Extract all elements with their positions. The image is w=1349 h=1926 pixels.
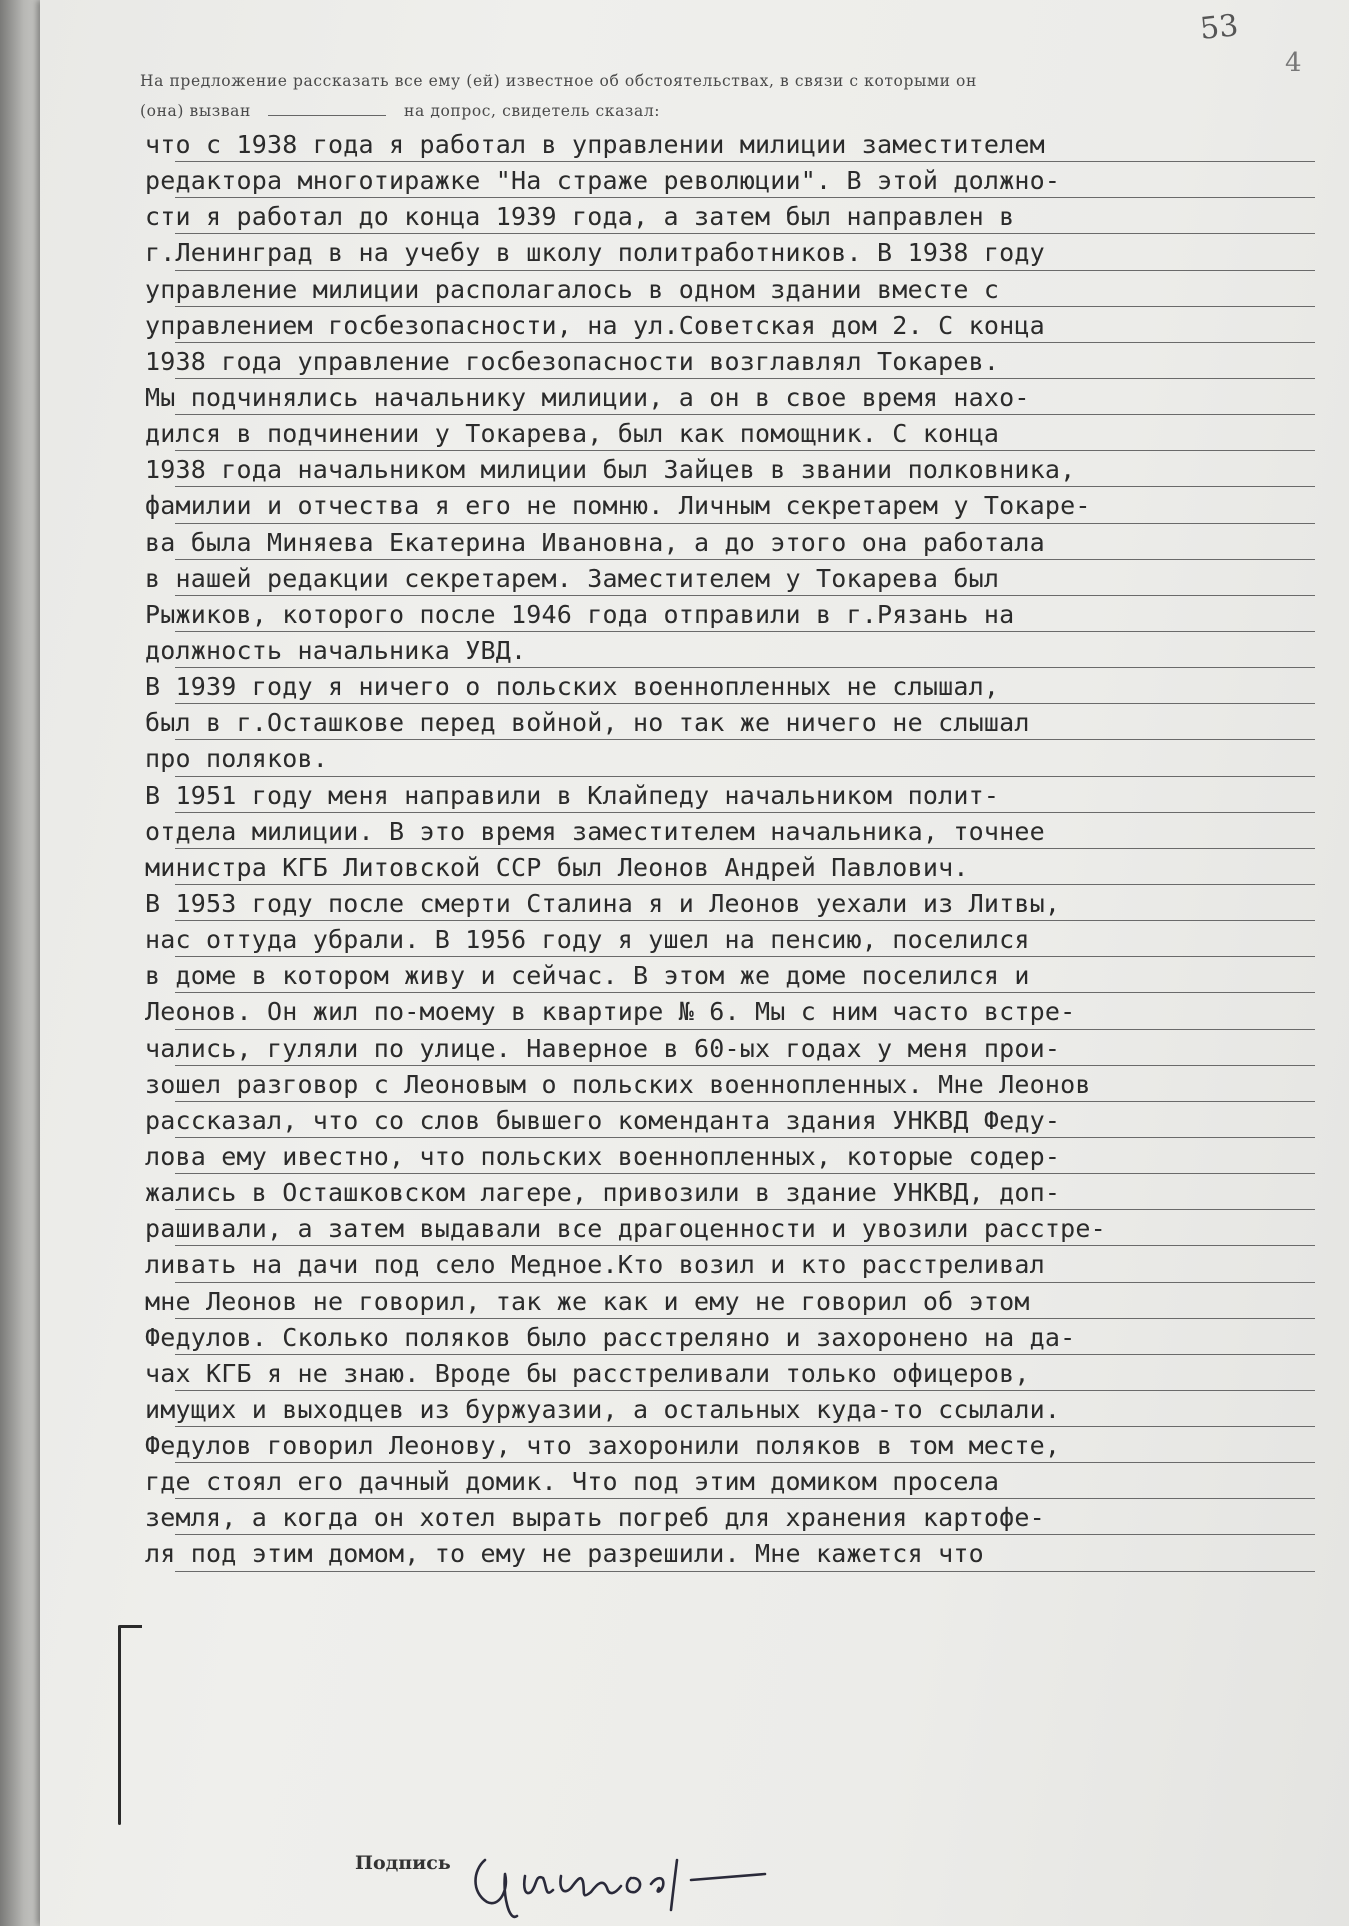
- text-line: должность начальника УВД.: [145, 633, 1325, 669]
- text-line: 1938 года начальником милиции был Зайцев в звании полковника,: [145, 452, 1325, 488]
- text-line: Леонов. Он жил по-моему в квартире № 6. Мы с ним часто встре-: [145, 994, 1325, 1030]
- text-line: лова ему ивестно, что польских военнопленных, которые содер-: [145, 1139, 1325, 1175]
- text-line: где стоял его дачный домик. Что под этим домиком просела: [145, 1464, 1325, 1500]
- text-line: В 1939 году я ничего о польских военнопленных не слышал,: [145, 669, 1325, 705]
- text-line: нас оттуда убрали. В 1956 году я ушел на пенсию, поселился: [145, 922, 1325, 958]
- text-line: Федулов говорил Леонову, что захоронили поляков в том месте,: [145, 1428, 1325, 1464]
- text-line: 1938 года управление госбезопасности возглавлял Токарев.: [145, 344, 1325, 380]
- text-line: зошел разговор с Леоновым о польских военнопленных. Мне Леонов: [145, 1067, 1325, 1103]
- testimony-text: [145, 127, 1325, 1573]
- text-line: чах КГБ я не знаю. Вроде бы расстреливали только офицеров,: [145, 1356, 1325, 1392]
- signature-label: Подпись: [355, 1852, 451, 1874]
- text-line: Мы подчинялись начальнику милиции, а он в свое время нахо-: [145, 380, 1325, 416]
- text-line: чались, гуляли по улице. Наверное в 60-ых годах у меня прои-: [145, 1031, 1325, 1067]
- text-line: рассказал, что со слов бывшего коменданта здания УНКВД Федy-: [145, 1103, 1325, 1139]
- text-line: рашивали, а затем выдавали все драгоценности и увозили расстре-: [145, 1211, 1325, 1247]
- text-line: управление милиции располагалось в одном здании вместе с: [145, 272, 1325, 308]
- old-folio-number: 4: [1285, 48, 1302, 78]
- text-line: в нашей редакции секретарем. Заместителем у Токарева был: [145, 561, 1325, 597]
- text-line: дился в подчинении у Токарева, был как помощник. С конца: [145, 416, 1325, 452]
- header-line-2-suffix: на допрос, свидетель сказал:: [404, 102, 661, 120]
- text-line: мне Леонов не говорил, так же как и ему не говорил об этом: [145, 1284, 1325, 1320]
- header-line-2-prefix: (она) вызван: [140, 102, 251, 120]
- document-page: [40, 0, 1349, 1926]
- text-line: управлением госбезопасности, на ул.Советская дом 2. С конца: [145, 308, 1325, 344]
- text-line: Рыжиков, которого после 1946 года отправили в г.Рязань на: [145, 597, 1325, 633]
- text-line: сти я работал до конца 1939 года, а затем был направлен в: [145, 199, 1325, 235]
- text-line: жались в Осташковском лагере, привозили в здание УНКВД, доп-: [145, 1175, 1325, 1211]
- text-line: в доме в котором живу и сейчас. В этом же доме поселился и: [145, 958, 1325, 994]
- text-line: редактора многотиражке "На страже революции". В этой должно-: [145, 163, 1325, 199]
- text-line: ливать на дачи под село Медное.Кто возил и кто расстреливал: [145, 1247, 1325, 1283]
- header-line-1: На предложение рассказать все ему (ей) известное об обстоятельствах, в связи с которыми он: [140, 72, 977, 90]
- margin-mark-line: [118, 1625, 121, 1825]
- text-line: про поляков.: [145, 741, 1325, 777]
- header-blank-field: [268, 115, 386, 116]
- text-line: что с 1938 года я работал в управлении милиции заместителем: [145, 127, 1325, 163]
- text-line: отдела милиции. В это время заместителем начальника, точнее: [145, 814, 1325, 850]
- text-line: был в г.Осташкове перед войной, но так же ничего не слышал: [145, 705, 1325, 741]
- text-line: г.Ленинград в на учебу в школу политработников. В 1938 году: [145, 235, 1325, 271]
- handwritten-signature: [465, 1830, 825, 1920]
- text-line: фамилии и отчества я его не помню. Личным секретарем у Токаре-: [145, 488, 1325, 524]
- signature-block: [355, 1830, 955, 1920]
- text-line: земля, а когда он хотел вырать погреб для хранения картофе-: [145, 1500, 1325, 1536]
- text-line: ля под этим домом, то ему не разрешили. Мне кажется что: [145, 1536, 1325, 1572]
- text-line: имущих и выходцев из буржуазии, а остальных куда-то ссылали.: [145, 1392, 1325, 1428]
- margin-mark-tick: [120, 1625, 142, 1628]
- text-line: В 1953 году после смерти Сталина я и Леонов уехали из Литвы,: [145, 886, 1325, 922]
- text-line: ва была Миняева Екатерина Ивановна, а до этого она работала: [145, 525, 1325, 561]
- text-line: министра КГБ Литовской ССР был Леонов Андрей Павлович.: [145, 850, 1325, 886]
- text-line: Федулов. Сколько поляков было расстреляно и захоронено на да-: [145, 1320, 1325, 1356]
- form-header: [140, 72, 1300, 132]
- folio-number: 53: [1198, 8, 1240, 47]
- text-line: В 1951 году меня направили в Клайпеду начальником полит-: [145, 778, 1325, 814]
